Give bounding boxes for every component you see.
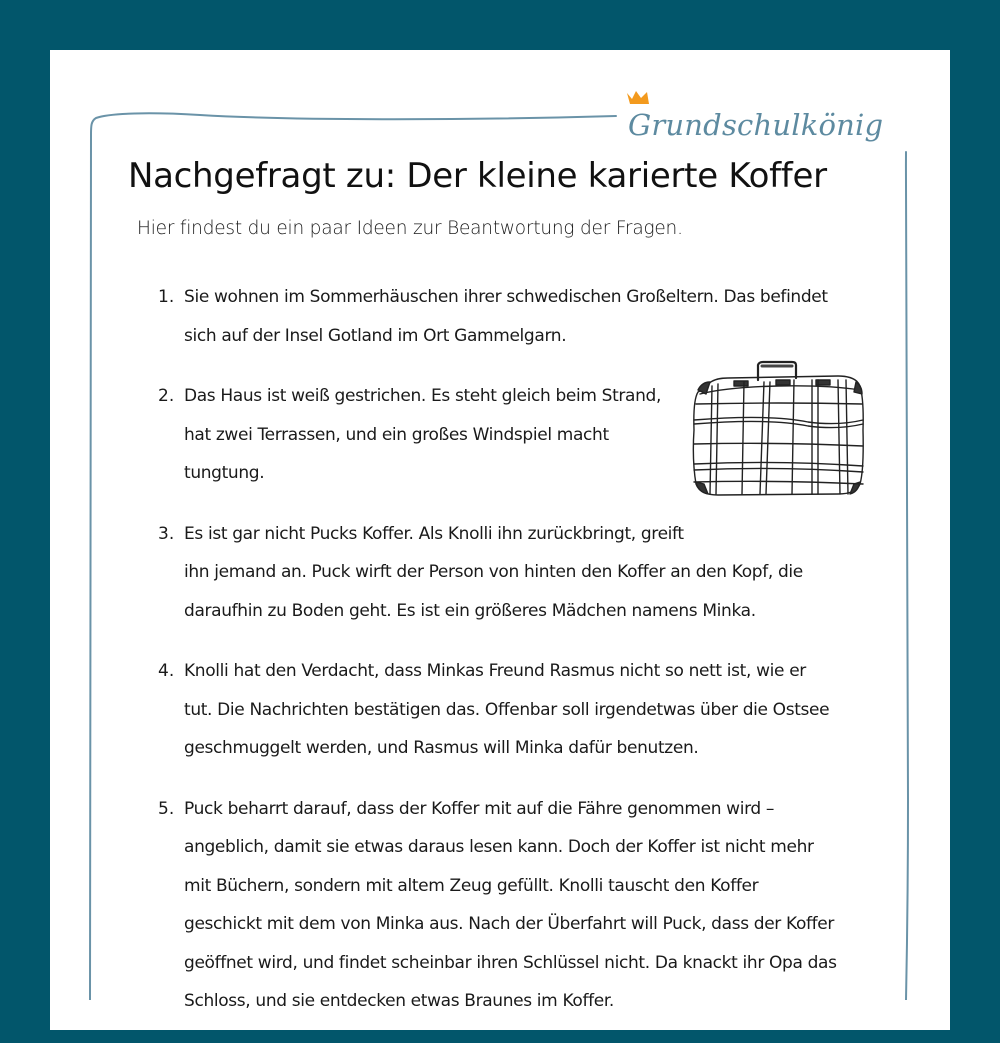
grundschulkoenig-logo [628,96,883,140]
answer-line: Schloss, und sie entdecken etwas Braunes im Koffer. [184,991,614,1011]
answer-line: Das Haus ist weiß gestrichen. Es steht gleich beim Strand, [184,386,662,406]
answer-number: 4. [158,661,175,681]
answer-line: mit Büchern, sondern mit altem Zeug gefüllt. Knolli tauscht den Koffer [184,875,759,896]
answer-number: 2. [158,386,175,406]
answer-line: angeblich, damit sie etwas daraus lesen kann. Doch der Koffer ist nicht mehr [184,837,814,857]
answer-item-5 [150,790,880,1021]
answer-line: sich auf der Insel Gotland im Ort Gammelgarn. [184,325,567,346]
answer-line: Puck beharrt darauf, dass der Koffer mit auf die Fähre genommen wird – [184,798,775,819]
answer-number: 5. [158,798,175,819]
answer-number: 1. [158,287,175,307]
answer-line: geschmuggelt werden, und Rasmus will Minka dafür benutzen. [184,738,699,758]
answer-line: geöffnet wird, und findet scheinbar ihren Schlüssel nicht. Da knackt ihr Opa das [184,952,837,973]
logo-text: Grundschulkönig [628,108,884,142]
answer-item-3 [150,515,880,631]
answer-item-4 [150,652,880,768]
answer-line: ihn jemand an. Puck wirft der Person von hinten den Koffer an den Kopf, die [184,562,803,582]
checkered-suitcase-illustration [688,360,868,498]
answer-line: hat zwei Terrassen, und ein großes Windspiel macht [184,424,609,445]
answer-line: daraufhin zu Boden geht. Es ist ein größeres Mädchen namens Minka. [184,600,756,621]
page-title: Nachgefragt zu: Der kleine karierte Koffer [128,156,827,196]
intro-text: Hier findest du ein paar Ideen zur Beantwortung der Fragen. [137,218,683,239]
crown-icon [626,90,652,106]
answer-line: Es ist gar nicht Pucks Koffer. Als Knolli ihn zurückbringt, greift [184,523,684,544]
answer-line: Knolli hat den Verdacht, dass Minkas Freund Rasmus nicht so nett ist, wie er [184,661,806,681]
answer-line: geschickt mit dem von Minka aus. Nach der Überfahrt will Puck, dass der Koffer [184,914,835,934]
answer-item-1 [150,278,880,355]
answer-line: tungtung. [184,463,265,483]
answer-number: 3. [158,523,175,544]
answer-line: Sie wohnen im Sommerhäuschen ihrer schwedischen Großeltern. Das befindet [184,287,828,307]
answer-line: tut. Die Nachrichten bestätigen das. Offenbar soll irgendetwas über die Ostsee [184,699,830,720]
